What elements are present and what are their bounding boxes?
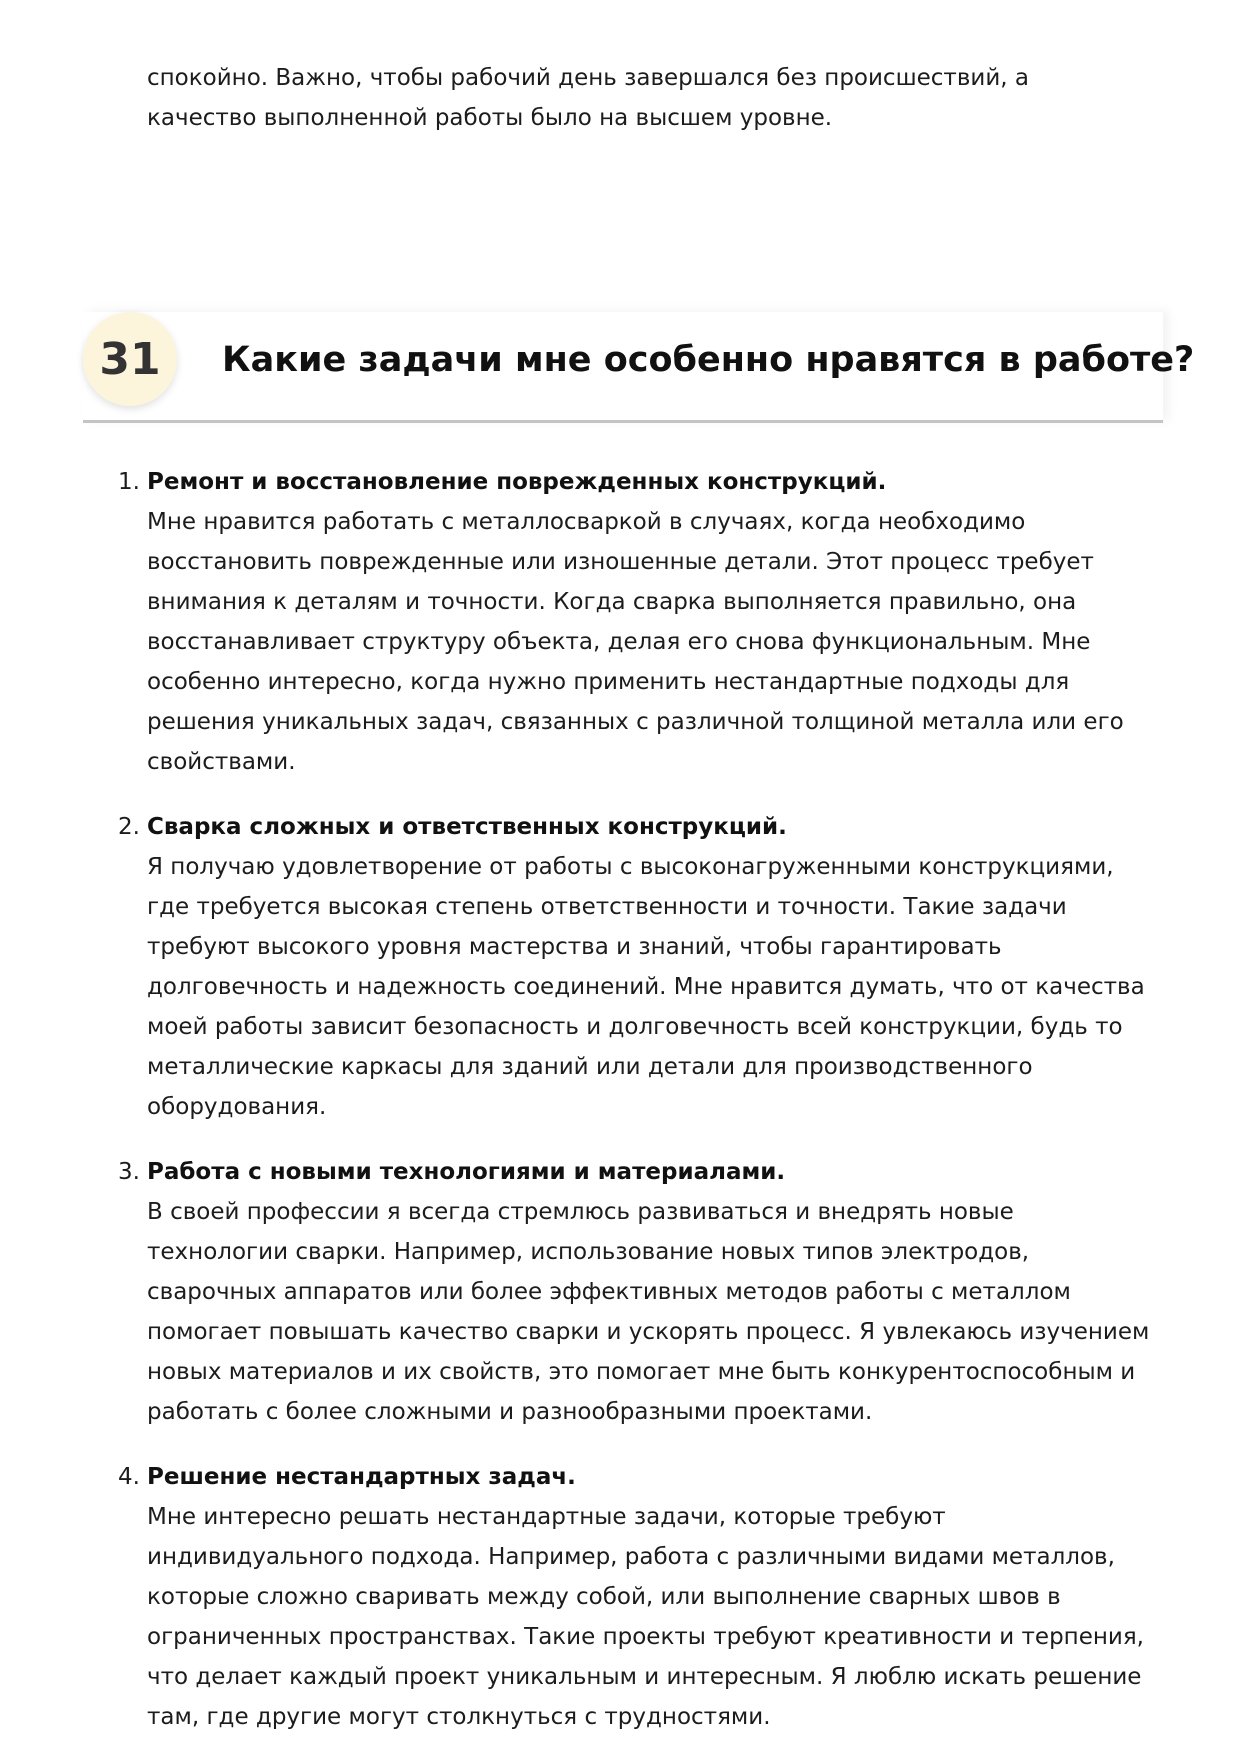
list-item-text: В своей профессии я всегда стремлюсь развиваться и внедрять новые технологии сварки. Например, использование новых типов электродов, сварочных аппаратов или более эффективных методов работы с металлом помогает повышать качество сварки и ускорять процесс. Я увлекаюсь изучением новых материалов и их свойств, это помогает мне быть конкурентоспособным и работать с более сложными и разнообразными проектами. (147, 1199, 1150, 1425)
list-item (118, 807, 1158, 1127)
list-item (118, 462, 1158, 782)
list-item-number: 1. (118, 469, 140, 495)
section-title: Какие задачи мне особенно нравятся в работе? (222, 340, 1195, 380)
list-item-text: Мне нравится работать с металлосваркой в случаях, когда необходимо восстановить поврежденные или изношенные детали. Этот процесс требует внимания к деталям и точности. Когда сварка выполняется правильно, она восстанавливает структуру объекта, делая его снова функциональным. Мне особенно интересно, когда нужно применить нестандартные подходы для решения уникальных задач, связанных с различной толщиной металла или его свойствами. (147, 509, 1124, 775)
list-item-number: 3. (118, 1159, 140, 1185)
list-item-title: Сварка сложных и ответственных конструкций. (147, 814, 787, 840)
list-item-title: Ремонт и восстановление поврежденных конструкций. (147, 469, 887, 495)
list-item (118, 1152, 1158, 1432)
section-header (83, 312, 1195, 423)
list-item-text: Мне интересно решать нестандартные задачи, которые требуют индивидуального подхода. Например, работа с различными видами металлов, которые сложно сваривать между собой, или выполнение сварных швов в ограниченных пространствах. Такие проекты требуют креативности и терпения, что делает каждый проект уникальным и интересным. Я люблю искать решение там, где другие могут столкнуться с трудностями. (147, 1504, 1144, 1730)
section-number-badge: 31 (83, 312, 177, 406)
task-list (118, 462, 1158, 1762)
list-item-number: 4. (118, 1464, 140, 1490)
list-item (118, 1457, 1158, 1737)
list-item-title: Решение нестандартных задач. (147, 1464, 576, 1490)
list-item-number: 2. (118, 814, 140, 840)
list-item-text: Я получаю удовлетворение от работы с высоконагруженными конструкциями, где требуется высокая степень ответственности и точности. Такие задачи требуют высокого уровня мастерства и знаний, чтобы гарантировать долговечность и надежность соединений. Мне нравится думать, что от качества моей работы зависит безопасность и долговечность всей конструкции, будь то металлические каркасы для зданий или детали для производственного оборудования. (147, 854, 1145, 1120)
list-item-title: Работа с новыми технологиями и материалами. (147, 1159, 786, 1185)
intro-paragraph: спокойно. Важно, чтобы рабочий день завершался без происшествий, а качество выполненной работы было на высшем уровне. (147, 65, 1029, 131)
